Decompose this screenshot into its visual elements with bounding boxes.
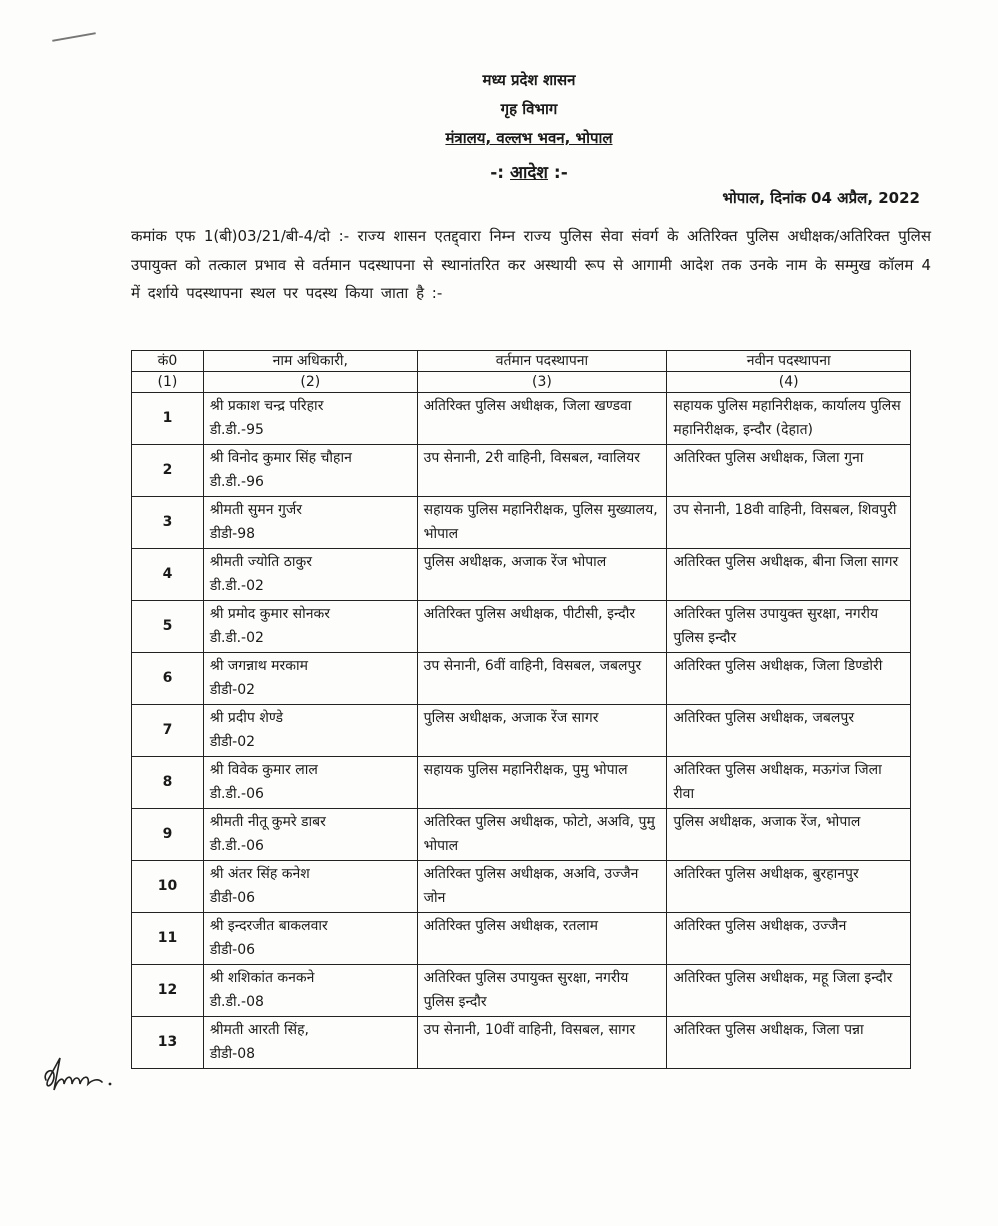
officer-batch: डी.डी.-96 — [209, 473, 264, 490]
new-posting: अतिरिक्त पुलिस अधीक्षक, उज्जैन — [667, 913, 911, 965]
new-posting: उप सेनानी, 18वी वाहिनी, विसबल, शिवपुरी — [667, 497, 911, 549]
officer-batch: डी.डी.-06 — [209, 837, 264, 854]
current-posting: सहायक पुलिस महानिरीक्षक, पुमु भोपाल — [417, 757, 667, 809]
serial-number: 6 — [132, 653, 204, 705]
serial-number: 13 — [132, 1017, 204, 1069]
officer-name: श्री प्रकाश चन्द्र परिहार — [209, 398, 324, 414]
scan-mark — [52, 32, 96, 42]
officer-cell — [203, 809, 417, 861]
order-date: भोपाल, दिनांक 04 अप्रैल, 2022 — [722, 189, 920, 207]
table-row — [132, 653, 911, 705]
serial-number: 4 — [132, 549, 204, 601]
table-row — [132, 1017, 911, 1069]
officer-batch: डीडी-02 — [209, 681, 256, 698]
header-officer-name: नाम अधिकारी, — [203, 351, 417, 372]
table-row — [132, 809, 911, 861]
current-posting: उप सेनानी, 2री वाहिनी, विसबल, ग्वालियर — [417, 445, 667, 497]
current-posting: अतिरिक्त पुलिस अधीक्षक, रतलाम — [417, 913, 667, 965]
office-address — [30, 128, 998, 148]
table-row — [132, 601, 911, 653]
officer-name: श्री विनोद कुमार सिंह चौहान — [209, 450, 352, 466]
current-posting: अतिरिक्त पुलिस अधीक्षक, जिला खण्डवा — [417, 393, 667, 445]
table-header-row — [132, 351, 911, 372]
serial-number: 11 — [132, 913, 204, 965]
officer-batch: डीडी-08 — [209, 1045, 256, 1062]
serial-number: 9 — [132, 809, 204, 861]
officer-batch: डी.डी.-02 — [209, 629, 264, 646]
table-row — [132, 549, 911, 601]
current-posting: पुलिस अधीक्षक, अजाक रेंज सागर — [417, 705, 667, 757]
officer-cell — [203, 601, 417, 653]
table-row — [132, 445, 911, 497]
handwritten-initials — [40, 1050, 120, 1100]
table-row — [132, 861, 911, 913]
current-posting: अतिरिक्त पुलिस अधीक्षक, पीटीसी, इन्दौर — [417, 601, 667, 653]
new-posting: अतिरिक्त पुलिस अधीक्षक, जिला गुना — [667, 445, 911, 497]
serial-number: 7 — [132, 705, 204, 757]
officer-cell — [203, 965, 417, 1017]
officer-cell — [203, 445, 417, 497]
officer-batch: डीडी-98 — [209, 525, 256, 542]
new-posting: अतिरिक्त पुलिस अधीक्षक, मऊगंज जिला रीवा — [667, 757, 911, 809]
officer-name: श्री विवेक कुमार लाल — [209, 762, 318, 778]
new-posting: सहायक पुलिस महानिरीक्षक, कार्यालय पुलिस महानिरीक्षक, इन्दौर (देहात) — [667, 393, 911, 445]
header-new-posting: नवीन पदस्थापना — [667, 351, 911, 372]
new-posting: अतिरिक्त पुलिस अधीक्षक, बीना जिला सागर — [667, 549, 911, 601]
officer-name: श्री अंतर सिंह कनेश — [209, 866, 310, 882]
table-row — [132, 965, 911, 1017]
serial-number: 3 — [132, 497, 204, 549]
officer-batch: डीडी-06 — [209, 941, 256, 958]
serial-number: 8 — [132, 757, 204, 809]
current-posting: उप सेनानी, 6वीं वाहिनी, विसबल, जबलपुर — [417, 653, 667, 705]
header-serial: कं0 — [132, 351, 204, 372]
serial-number: 10 — [132, 861, 204, 913]
new-posting: अतिरिक्त पुलिस अधीक्षक, महू जिला इन्दौर — [667, 965, 911, 1017]
officer-name: श्री शशिकांत कनकने — [209, 970, 315, 986]
new-posting: अतिरिक्त पुलिस अधीक्षक, जिला डिण्डोरी — [667, 653, 911, 705]
current-posting: सहायक पुलिस महानिरीक्षक, पुलिस मुख्यालय, भोपाल — [417, 497, 667, 549]
current-posting: अतिरिक्त पुलिस उपायुक्त सुरक्षा, नगरीय पुलिस इन्दौर — [417, 965, 667, 1017]
table-colnum-row — [132, 372, 911, 393]
officer-batch: डीडी-02 — [209, 733, 256, 750]
officer-cell — [203, 549, 417, 601]
officer-name: श्रीमती आरती सिंह, — [209, 1022, 309, 1038]
current-posting: अतिरिक्त पुलिस अधीक्षक, अअवि, उज्जैन जोन — [417, 861, 667, 913]
officer-name: श्रीमती सुमन गुर्जर — [209, 502, 302, 518]
officer-cell — [203, 653, 417, 705]
officer-batch: डीडी-06 — [209, 889, 256, 906]
officer-cell — [203, 393, 417, 445]
officer-name: श्रीमती ज्योति ठाकुर — [209, 554, 312, 570]
new-posting: अतिरिक्त पुलिस अधीक्षक, जिला पन्ना — [667, 1017, 911, 1069]
current-posting: अतिरिक्त पुलिस अधीक्षक, फोटो, अअवि, पुमु भोपाल — [417, 809, 667, 861]
table-row — [132, 393, 911, 445]
colnum-3: (3) — [417, 372, 667, 393]
order-title: आदेश — [510, 163, 548, 183]
table-row — [132, 705, 911, 757]
current-posting: उप सेनानी, 10वीं वाहिनी, विसबल, सागर — [417, 1017, 667, 1069]
new-posting: अतिरिक्त पुलिस अधीक्षक, जबलपुर — [667, 705, 911, 757]
officer-cell — [203, 861, 417, 913]
header-current-posting: वर्तमान पदस्थापना — [417, 351, 667, 372]
officer-cell — [203, 1017, 417, 1069]
officer-batch: डी.डी.-95 — [209, 421, 264, 438]
office-address-text: मंत्रालय, वल्लभ भवन, भोपाल — [445, 129, 613, 147]
order-body: कमांक एफ 1(बी)03/21/बी-4/दो :- राज्य शासन एतद्द्वारा निम्न राज्य पुलिस सेवा संवर्ग के अतिरिक्त पुलिस अधीक्षक/अतिरिक्त पुलिस उपायुक्त को तत्काल प्रभाव से वर्तमान पदस्थापना से स्थानांतरित कर अस्थायी रूप से आगामी आदेश तक उनके नाम के सम्मुख कॉलम 4 में दर्शाये पदस्थापना स्थल पर पदस्थ किया जाता है :- — [131, 227, 931, 302]
serial-number: 5 — [132, 601, 204, 653]
officer-name: श्री प्रमोद कुमार सोनकर — [209, 606, 331, 622]
serial-number: 12 — [132, 965, 204, 1017]
officer-name: श्री प्रदीप शेण्डे — [209, 710, 283, 726]
officer-batch: डी.डी.-08 — [209, 993, 264, 1010]
officer-name: श्रीमती नीतू कुमरे डाबर — [209, 814, 326, 830]
govt-name: मध्य प्रदेश शासन — [482, 71, 576, 89]
serial-number: 2 — [132, 445, 204, 497]
officer-batch: डी.डी.-02 — [209, 577, 264, 594]
transfer-table — [131, 350, 911, 1069]
new-posting: पुलिस अधीक्षक, अजाक रेंज, भोपाल — [667, 809, 911, 861]
order-heading — [30, 160, 998, 183]
table-row — [132, 497, 911, 549]
table-row — [132, 913, 911, 965]
officer-cell — [203, 497, 417, 549]
current-posting: पुलिस अधीक्षक, अजाक रेंज भोपाल — [417, 549, 667, 601]
order-prefix: -: — [490, 163, 505, 183]
colnum-2: (2) — [203, 372, 417, 393]
department-name: गृह विभाग — [500, 100, 558, 118]
officer-batch: डी.डी.-06 — [209, 785, 264, 802]
new-posting: अतिरिक्त पुलिस उपायुक्त सुरक्षा, नगरीय पुलिस इन्दौर — [667, 601, 911, 653]
officer-cell — [203, 757, 417, 809]
officer-cell — [203, 705, 417, 757]
new-posting: अतिरिक्त पुलिस अधीक्षक, बुरहानपुर — [667, 861, 911, 913]
colnum-1: (1) — [132, 372, 204, 393]
officer-name: श्री जगन्नाथ मरकाम — [209, 658, 309, 674]
table-row — [132, 757, 911, 809]
order-suffix: :- — [553, 163, 568, 183]
officer-cell — [203, 913, 417, 965]
colnum-4: (4) — [667, 372, 911, 393]
serial-number: 1 — [132, 393, 204, 445]
officer-name: श्री इन्दरजीत बाकलवार — [209, 918, 328, 934]
